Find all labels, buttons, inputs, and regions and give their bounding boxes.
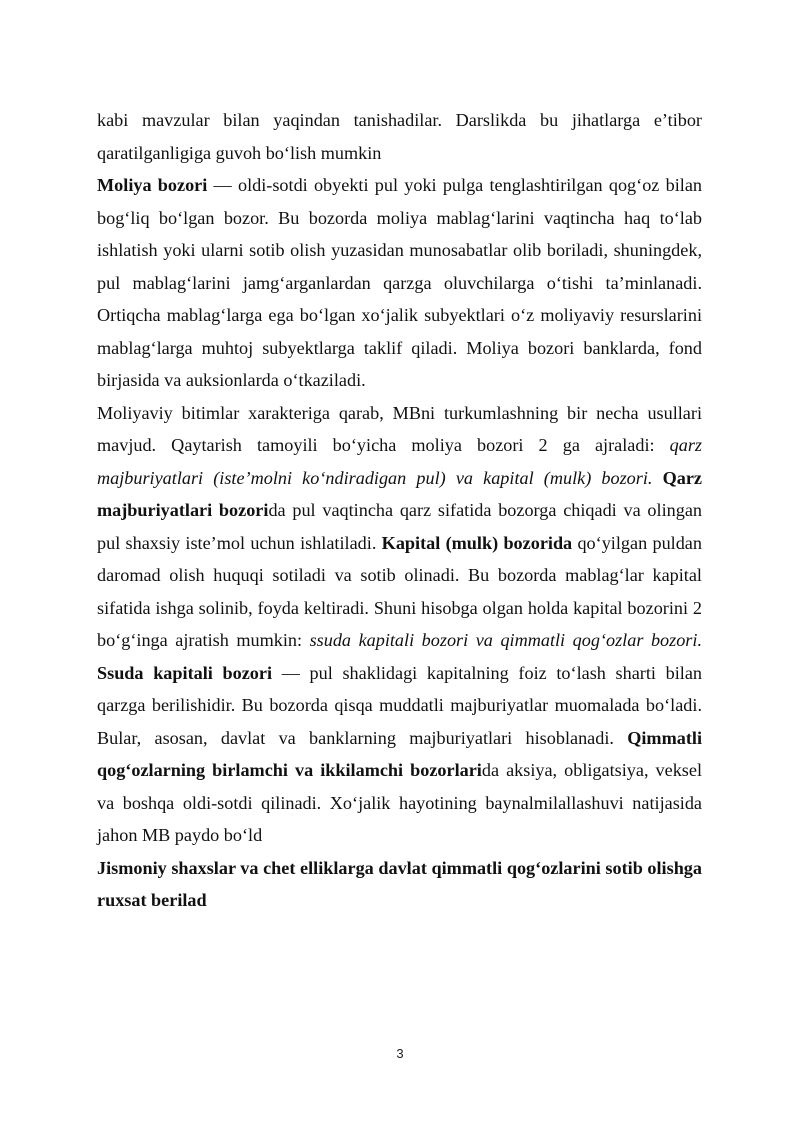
- bitimlar-text-2: da pul vaqtincha qarz sifatida bozorga chiqadi va olingan pul shaxsiy iste’mol uchun ishlatiladi.: [97, 500, 702, 553]
- bitimlar-italic-2: ssuda kapitali bozori va qimmatli qog‘ozlar bozori.: [309, 630, 702, 650]
- final-heading: [97, 852, 702, 917]
- moliya-bozori-definition: — oldi-sotdi obyekti pul yoki pulga tenglashtirilgan qog‘oz bilan bog‘liq bo‘lgan bozor. Bu bozorda moliya mablag‘larini vaqtincha haq to‘lab ishlatish yoki ularni sotib olish yuzasidan munosabatlar olib boriladi, shuningdek, pul mablag‘larini jamg‘arganlardan qarzga oluvchilarga o‘tishi ta’minlanadi. Ortiqcha mablag‘larga ega bo‘lgan xo‘jalik subyektlari o‘z moliyaviy resurslarini mablag‘larga muhtoj subyektlarga taklif qiladi. Moliya bozori banklarda, fond birjasida va auksionlarda o‘tkaziladi.: [97, 175, 702, 390]
- term-ssuda-kapitali: Ssuda kapitali bozori: [97, 662, 273, 683]
- term-moliya-bozori: Moliya bozori: [97, 175, 208, 195]
- term-kapital-bozori: Kapital (mulk) bozorida: [381, 532, 573, 553]
- bitimlar-italic-1: qarz majburiyatlari (iste’molni ko‘ndiradigan pul) va kapital (mulk) bozori.: [97, 435, 702, 488]
- paragraph-moliya-bozori: [97, 169, 702, 397]
- term-qimmatli-qogozlar: Qimmatli qog‘ozlarning birlamchi va ikkilamchi bozorlari: [97, 727, 702, 780]
- bitimlar-text-5: da aksiya, obligatsiya, veksel va boshqa oldi-sotdi qilinadi. Xo‘jalik hayotining baynalmilallashuvi natijasida jahon MB paydo bo‘ld: [97, 760, 703, 845]
- bitimlar-text-4: — pul shaklidagi kapitalning foiz to‘lash sharti bilan qarzga berilishidir. Bu bozorda qisqa muddatli majburiyatlar muomalada bo‘ladi. Bular, asosan, davlat va banklarning majburiyatlari hisoblanadi.: [97, 662, 703, 748]
- bitimlar-text-3: qo‘yilgan puldan daromad olish huquqi sotiladi va sotib olinadi. Bu bozorda mablag‘lar kapital sifatida ishga solinib, foyda keltiradi. Shuni hisobga olgan holda kapital bozorini 2 bo‘g‘inga ajratish mumkin:: [97, 532, 702, 650]
- bitimlar-text-1: Moliyaviy bitimlar xarakteriga qarab, MBni turkumlashning bir necha usullari mavjud. Qaytarish tamoyili bo‘yicha moliya bozori 2 ga ajraladi:: [97, 402, 702, 455]
- paragraph-intro: kabi mavzular bilan yaqindan tanishadilar. Darslikda bu jihatlarga e’tibor qaratilganligiga guvoh bo‘lish mumkin: [97, 110, 702, 163]
- term-qarz-majburiyatlari: Qarz majburiyatlari bozori: [97, 467, 702, 520]
- page-number: 3: [396, 1046, 404, 1061]
- paragraph-moliyaviy-bitimlar: [97, 397, 702, 852]
- final-heading-text: Jismoniy shaxslar va chet elliklarga davlat qimmatli qog‘ozlarini sotib olishga ruxsat berilad: [97, 857, 702, 910]
- document-body: [97, 104, 702, 917]
